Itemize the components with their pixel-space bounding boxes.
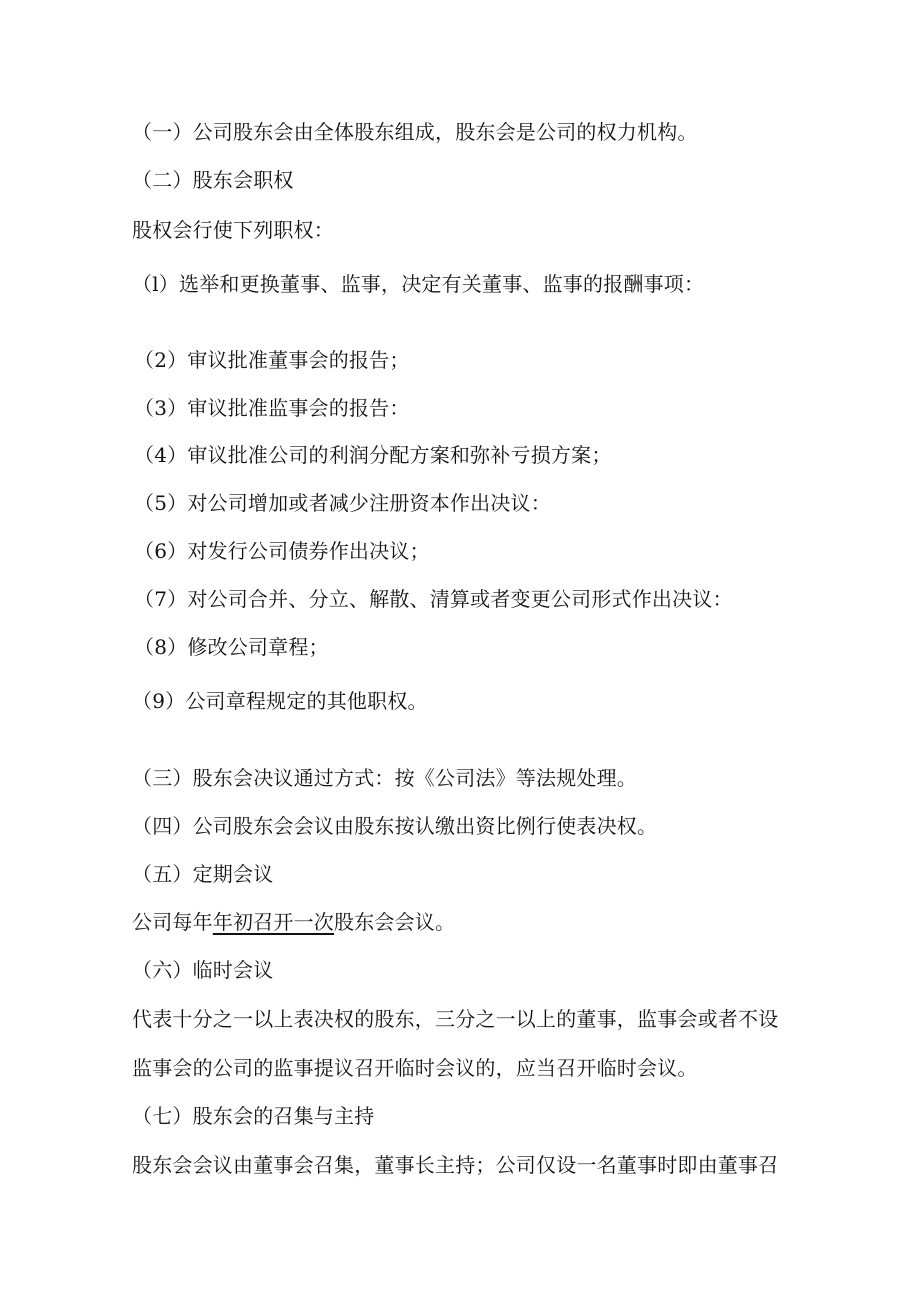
list-item: （2）审议批准董事会的报告； — [134, 348, 410, 372]
section-heading: （五）定期会议 — [132, 862, 274, 886]
section-heading: （七）股东会的召集与主持 — [132, 1104, 375, 1128]
annual-meeting-after: 股东会会议。 — [334, 910, 456, 934]
annual-meeting-before: 公司每年 — [132, 910, 213, 934]
paragraph-line: 代表十分之一以上表决权的股东，三分之一以上的董事，监事会或者不设 — [132, 1007, 779, 1031]
list-item: （8）修改公司章程； — [134, 635, 329, 659]
annual-meeting-underlined: 年初召开一次 — [212, 910, 335, 934]
section-heading: （四）公司股东会会议由股东按认缴出资比例行使表决权。 — [132, 814, 658, 838]
list-item: （6）对发行公司债券作出决议； — [134, 539, 430, 563]
section-heading: （六）临时会议 — [132, 958, 274, 982]
list-item: （9）公司章程规定的其他职权。 — [132, 689, 428, 713]
paragraph-line: 监事会的公司的监事提议召开临时会议的，应当召开临时会议。 — [132, 1056, 698, 1080]
list-item: （7）对公司合并、分立、解散、清算或者变更公司形式作出决议： — [134, 587, 733, 611]
list-item: （l）选举和更换董事、监事，决定有关董事、监事的报酬事项： — [132, 272, 705, 296]
paragraph-line: 股权会行使下列职权： — [132, 218, 334, 242]
paragraph-line: （一）公司股东会由全体股东组成，股东会是公司的权力机构。 — [132, 120, 698, 144]
annual-meeting-line — [132, 908, 455, 936]
list-item: （3）审议批准监事会的报告： — [134, 396, 410, 420]
list-item: （5）对公司增加或者减少注册资本作出决议： — [134, 491, 551, 515]
paragraph-line: 股东会会议由董事会召集，董事长主持；公司仅设一名董事时即由董事召 — [132, 1153, 779, 1177]
list-item: （4）审议批准公司的利润分配方案和弥补亏损方案； — [134, 443, 612, 467]
section-heading: （二）股东会职权 — [132, 168, 294, 192]
section-heading: （三）股东会决议通过方式：按《公司法》等法规处理。 — [132, 766, 637, 790]
